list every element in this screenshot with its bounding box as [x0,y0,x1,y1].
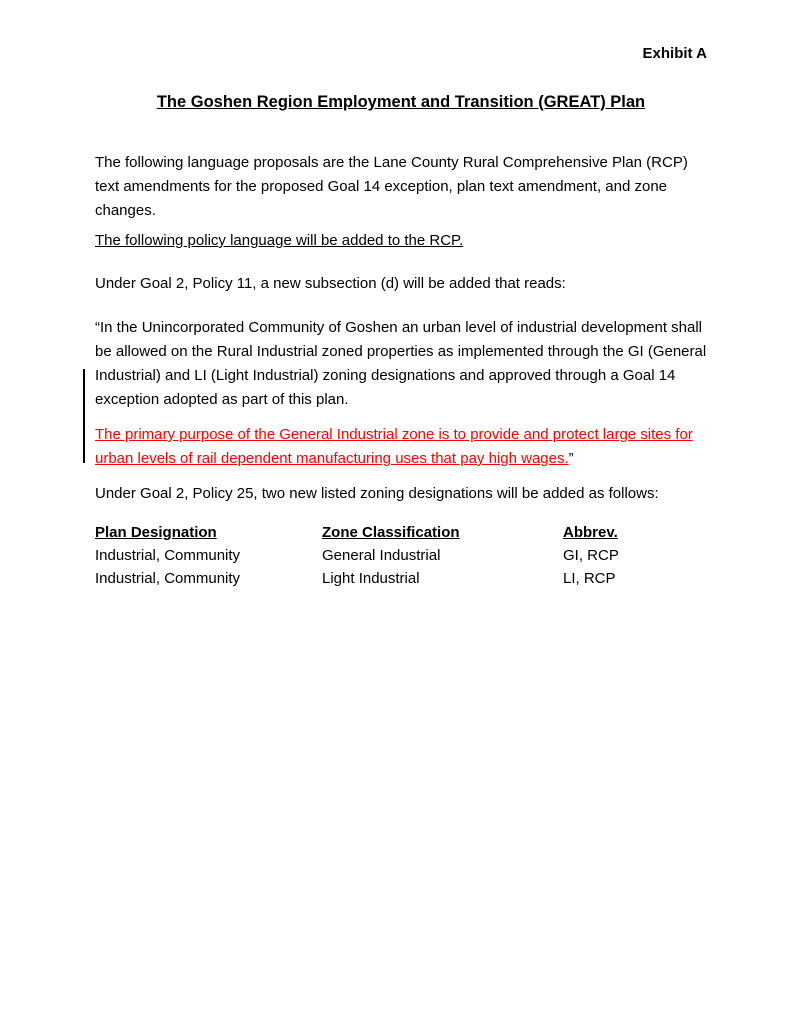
table-cell-abbrev: LI, RCP [563,570,616,587]
closing-quote-mark: ” [568,450,574,467]
policy-language-heading: The following policy language will be added to the RCP. [95,232,464,249]
table-row [95,567,707,590]
zoning-designation-table [95,521,707,590]
exhibit-label: Exhibit A [642,45,707,62]
red-insertion-text: The primary purpose of the General Industrial zone is to provide and protect large sites for urban levels of rail dependent manufacturing uses that pay high wages. [95,426,693,467]
intro-paragraph: The following language proposals are the Lane County Rural Comprehensive Plan (RCP) text amendments for the proposed Goal 14 exception, plan text amendment, and zone changes. [95,154,688,219]
table-cell-zone-classification: General Industrial [322,547,441,564]
table-cell-zone-classification: Light Industrial [322,570,420,587]
goal2-policy25-line: Under Goal 2, Policy 25, two new listed zoning designations will be added as follows: [95,485,659,502]
table-cell-plan-designation: Industrial, Community [95,570,241,587]
table-row [95,544,707,567]
table-header-abbrev: Abbrev. [563,524,618,541]
table-cell-abbrev: GI, RCP [563,547,619,564]
table-header-plan-designation: Plan Designation [95,524,217,541]
table-cell-plan-designation: Industrial, Community [95,547,241,564]
table-header-zone-classification: Zone Classification [322,524,460,541]
goal2-policy11-line: Under Goal 2, Policy 11, a new subsection (d) will be added that reads: [95,275,566,292]
revision-change-bar [83,369,85,463]
document-title: The Goshen Region Employment and Transition (GREAT) Plan [156,93,646,111]
table-header-row [95,521,707,544]
quoted-amendment-paragraph: “In the Unincorporated Community of Goshen an urban level of industrial development shall be allowed on the Rural Industrial zoned properties as implemented through the GI (General Industrial) and LI (Light Industrial) zoning designations and approved through a Goal 14 exception adopted as part of this plan. [95,319,707,408]
red-insertion-paragraph [95,423,707,471]
